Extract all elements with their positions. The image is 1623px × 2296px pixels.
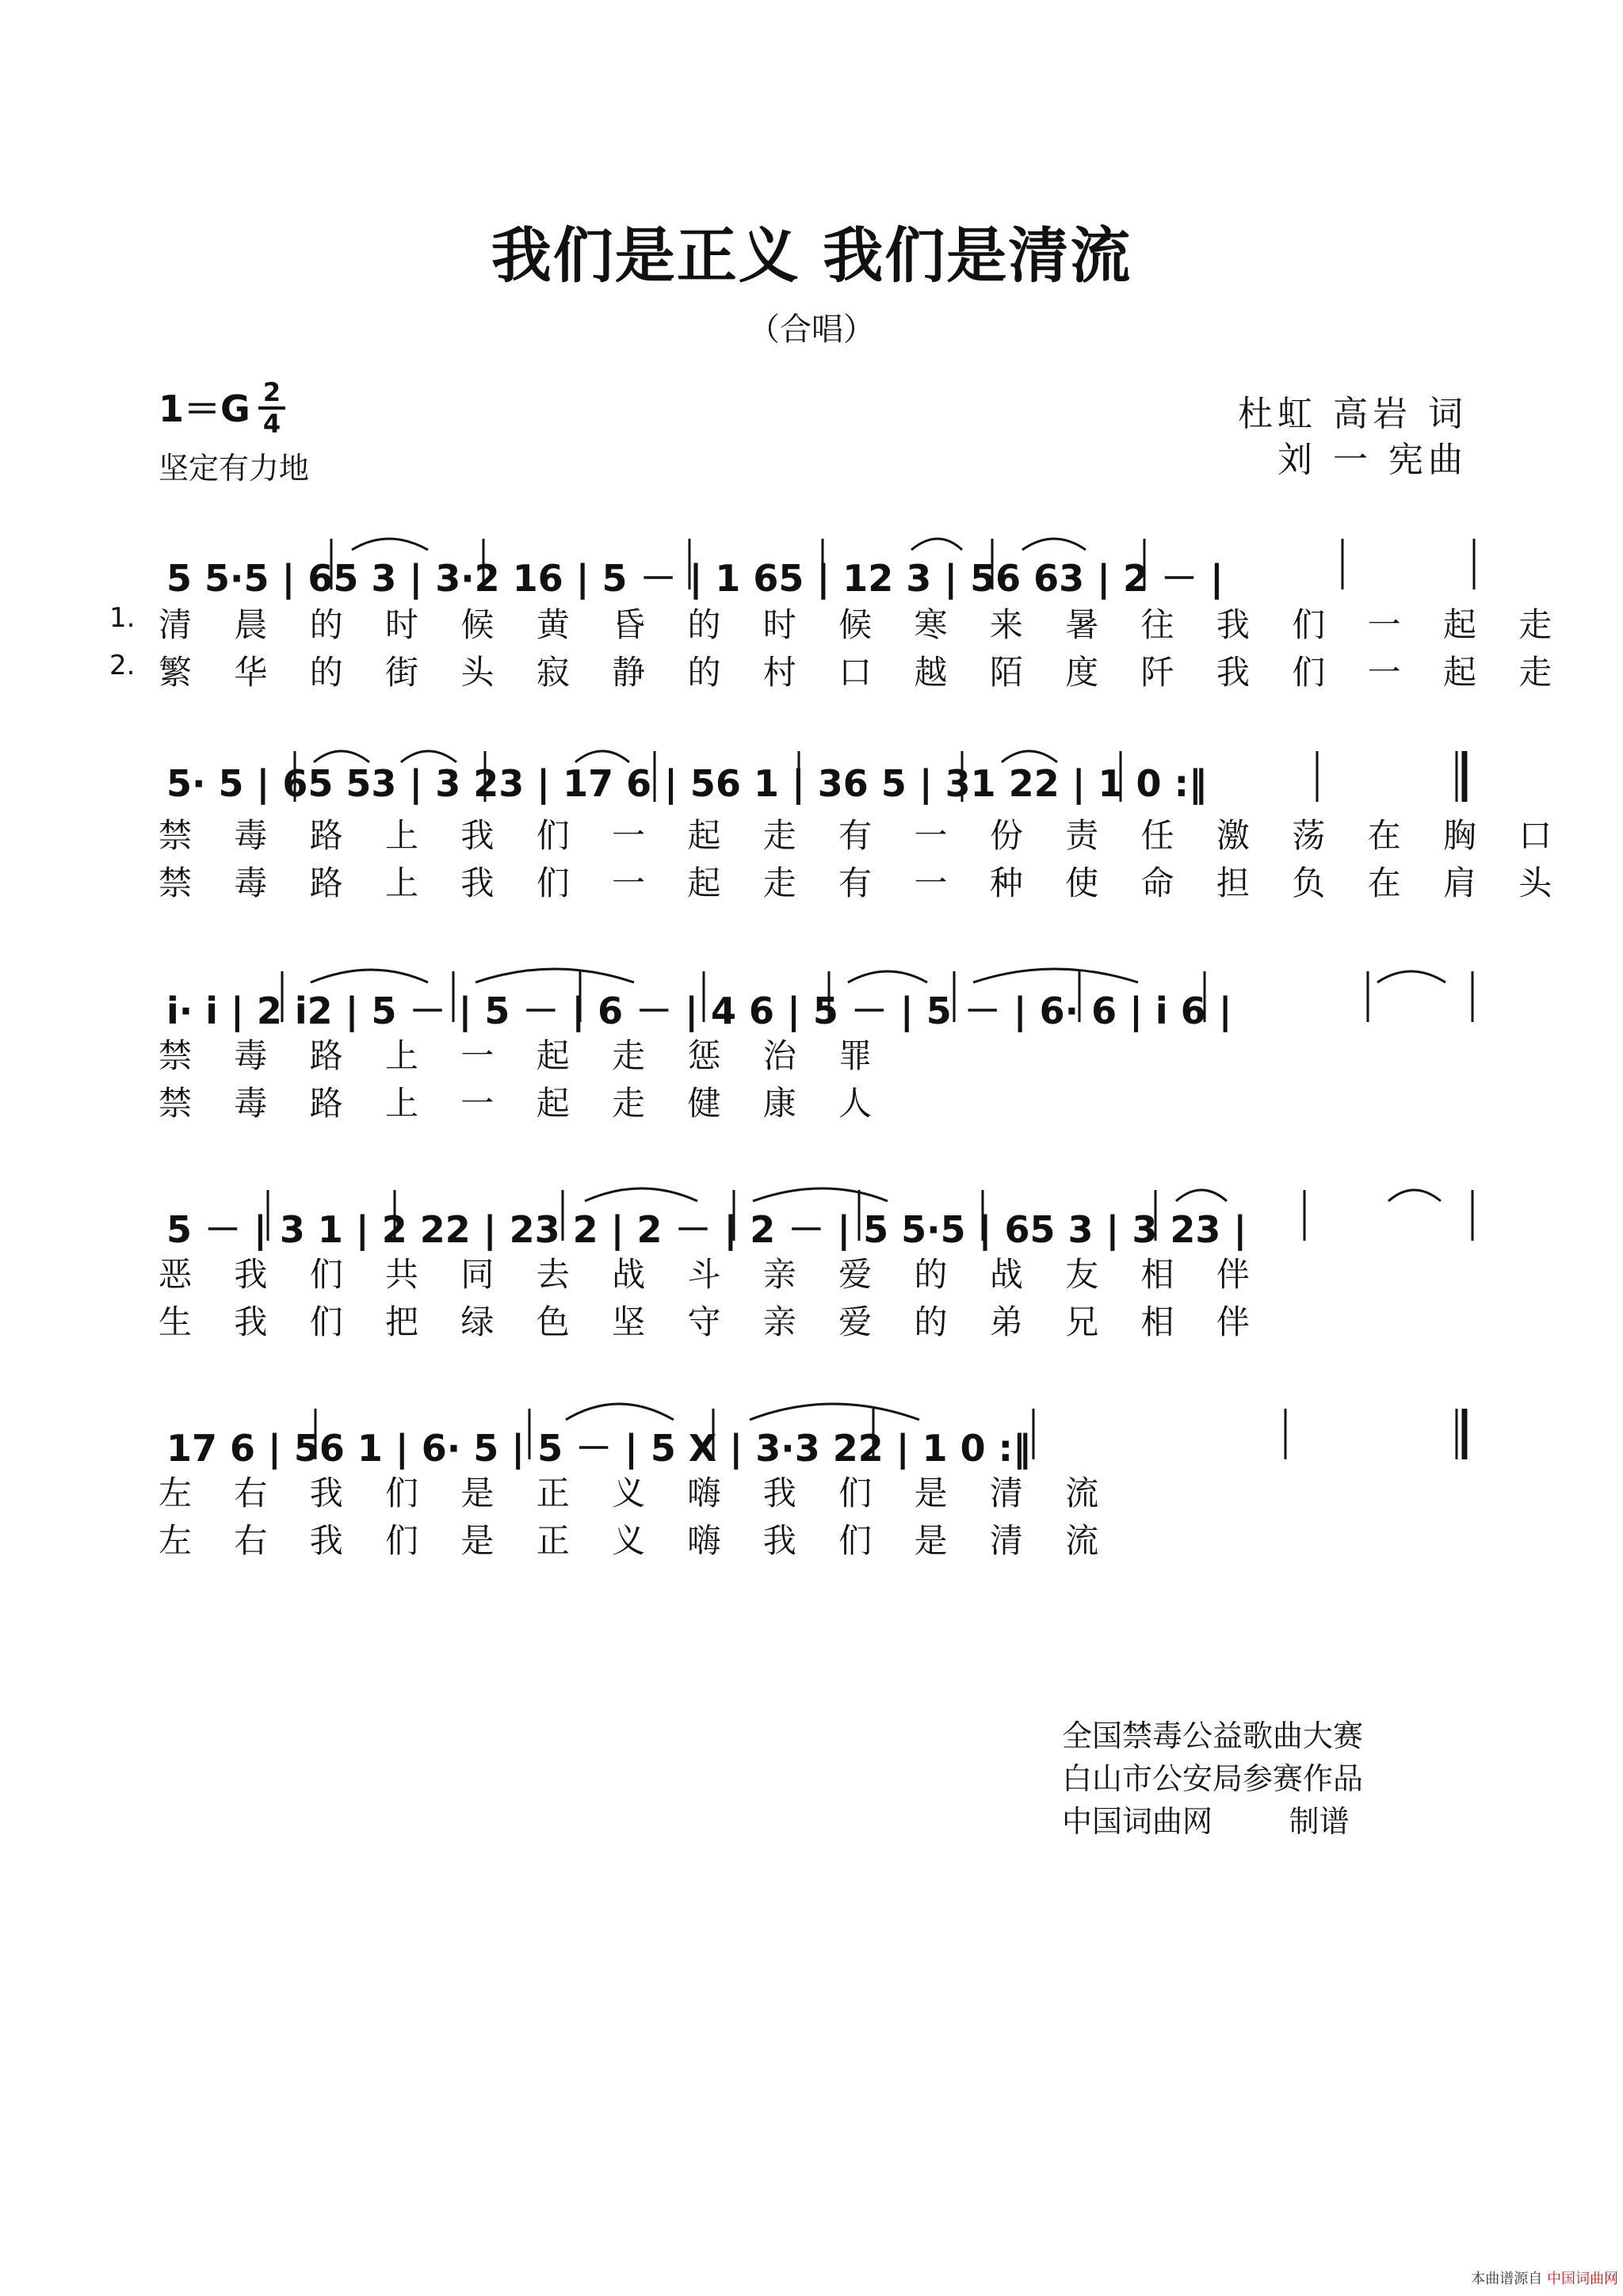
credits-block bbox=[1062, 1714, 1363, 1843]
footer-watermark bbox=[1471, 2267, 1618, 2288]
lyrics-verse-1: 禁 毒 路 上 我 们 一 起 走 有 一 份 责 任 激 荡 在 胸 口 bbox=[158, 816, 1568, 855]
lyrics-verse-1: 禁 毒 路 上 一 起 走 惩 治 罪 bbox=[158, 1036, 888, 1075]
credit-line-engraver: 中国词曲网 制谱 bbox=[1062, 1804, 1350, 1839]
verse-number-2: 2. bbox=[109, 650, 136, 681]
page-title: 我们是正义 我们是清流 bbox=[491, 220, 1132, 291]
time-signature-bottom: 4 bbox=[262, 409, 281, 439]
notation-system-3: i· i | 2 i2 | 5 － | 5 － | 6 － | 4 6 | 5 － | 5 － | 6· 6 | i 6 | bbox=[166, 990, 1232, 1032]
score-system-3 bbox=[0, 965, 1623, 1147]
lyrics-verse-1: 恶 我 们 共 同 去 战 斗 亲 爱 的 战 友 相 伴 bbox=[158, 1255, 1266, 1294]
notation-system-1: 5 5·5 | 65 3 | 3·2 16 | 5 － | 1 65 | 12 3 | 56 63 | 2 － | bbox=[166, 557, 1224, 600]
lyricist-credit: 杜虹 高岩 词 bbox=[1238, 394, 1468, 434]
credit-line-contest: 全国禁毒公益歌曲大赛 bbox=[1062, 1718, 1364, 1753]
lyrics-verse-2: 禁 毒 路 上 我 们 一 起 走 有 一 种 使 命 担 负 在 肩 头 bbox=[158, 864, 1568, 902]
score-system-1 bbox=[0, 532, 1623, 715]
credit-line-entrant: 白山市公安局参赛作品 bbox=[1062, 1761, 1364, 1796]
score-system-4 bbox=[0, 1184, 1623, 1366]
notation-system-2: 5· 5 | 65 53 | 3 23 | 17 6 | 56 1 | 36 5 | 31 22 | 1 0 :‖ bbox=[166, 762, 1207, 805]
lyrics-verse-2: 禁 毒 路 上 一 起 走 健 康 人 bbox=[158, 1084, 888, 1123]
notation-system-5: 17 6 | 56 1 | 6· 5 | 5 － | 5 X | 3·3 22 | 1 0 :‖ bbox=[166, 1427, 1032, 1470]
lyrics-verse-1: 清 晨 的 时 候 黄 昏 的 时 候 寒 来 暑 往 我 们 一 起 走 bbox=[158, 605, 1568, 644]
footer-site-link[interactable]: 中国词曲网 bbox=[1547, 2271, 1618, 2287]
footer-source-label: 本曲谱源自 bbox=[1471, 2271, 1543, 2287]
time-signature bbox=[258, 379, 285, 437]
verse-number-1: 1. bbox=[109, 602, 136, 634]
key-signature: 1＝G bbox=[158, 387, 250, 430]
score-system-5 bbox=[0, 1402, 1623, 1585]
lyrics-verse-2: 生 我 们 把 绿 色 坚 守 亲 爱 的 弟 兄 相 伴 bbox=[158, 1302, 1266, 1341]
composer-credit: 刘 一 宪曲 bbox=[1277, 440, 1468, 480]
lyrics-verse-2: 繁 华 的 街 头 寂 静 的 村 口 越 陌 度 阡 我 们 一 起 走 bbox=[158, 653, 1568, 692]
subtitle: （合唱） bbox=[748, 311, 875, 348]
lyrics-verse-1: 左 右 我 们 是 正 义 嗨 我 们 是 清 流 bbox=[158, 1474, 1115, 1512]
lyrics-verse-2: 左 右 我 们 是 正 义 嗨 我 们 是 清 流 bbox=[158, 1521, 1115, 1560]
tempo-marking: 坚定有力地 bbox=[158, 451, 310, 486]
score-system-2 bbox=[0, 745, 1623, 927]
time-signature-top: 2 bbox=[262, 377, 281, 407]
notation-system-4: 5 － | 3 1 | 2 22 | 23 2 | 2 － | 2 － | 5 5·5 | 65 3 | 3 23 | bbox=[166, 1208, 1247, 1251]
